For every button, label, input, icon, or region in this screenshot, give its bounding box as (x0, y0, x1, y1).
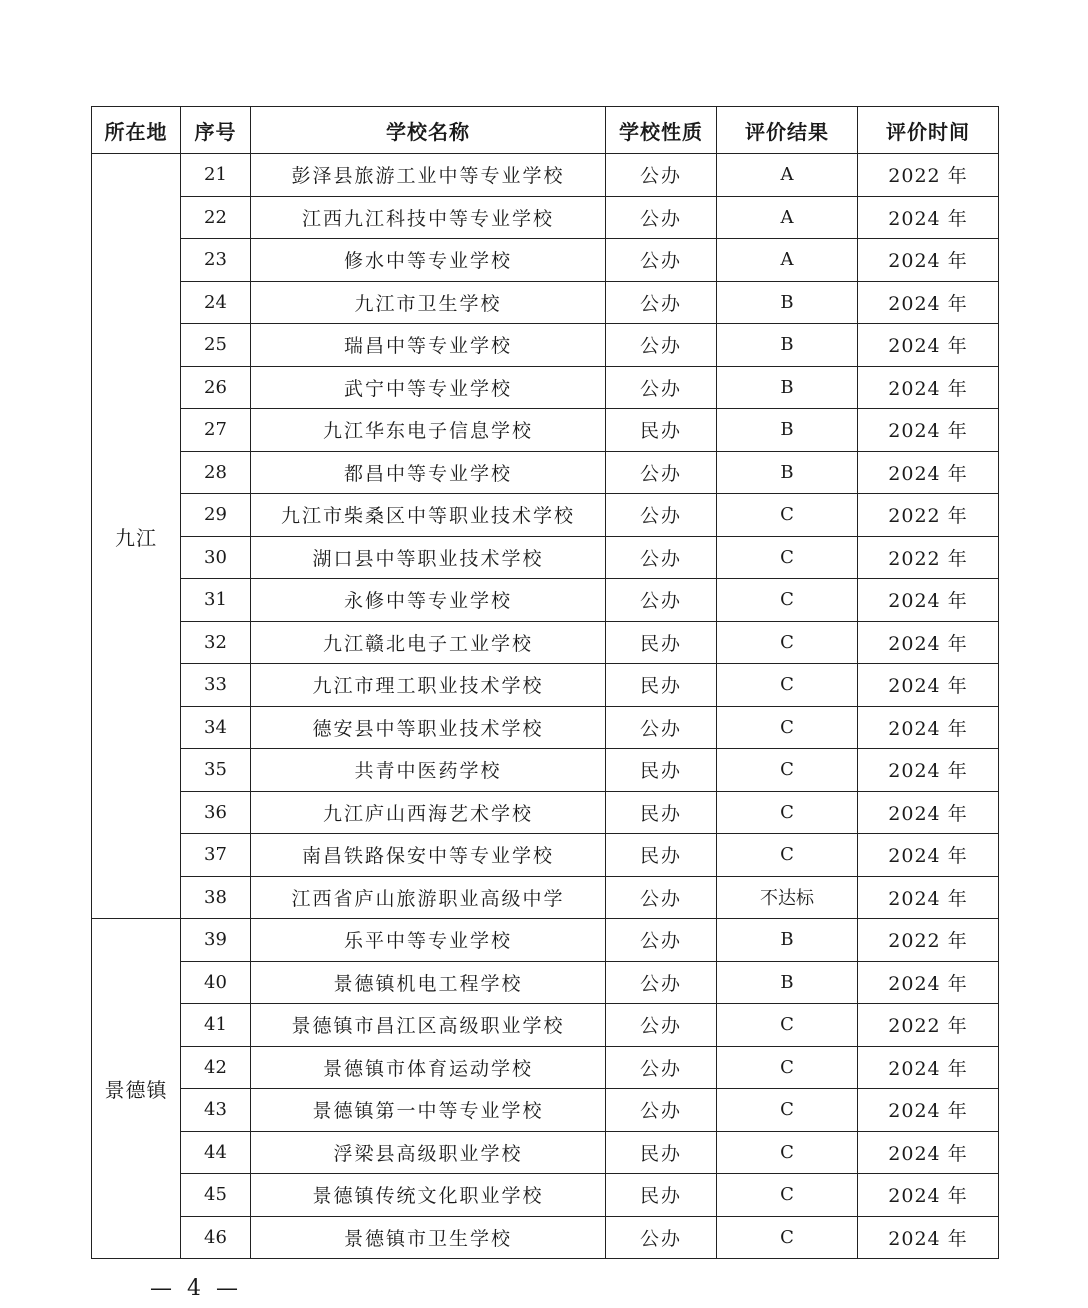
evaluation-time: 2024 年 (858, 1174, 999, 1217)
school-type: 公办 (606, 536, 717, 579)
evaluation-result: C (717, 579, 858, 622)
table-row (92, 196, 999, 239)
evaluation-time: 2024 年 (858, 664, 999, 707)
row-number: 41 (181, 1004, 251, 1047)
school-name: 湖口县中等职业技术学校 (251, 536, 606, 579)
table-row (92, 239, 999, 282)
school-type: 民办 (606, 1174, 717, 1217)
evaluation-time: 2024 年 (858, 876, 999, 919)
row-number: 30 (181, 536, 251, 579)
table-row (92, 706, 999, 749)
evaluation-time: 2024 年 (858, 409, 999, 452)
row-number: 21 (181, 154, 251, 197)
row-number: 26 (181, 366, 251, 409)
evaluation-time: 2022 年 (858, 536, 999, 579)
evaluation-result: C (717, 749, 858, 792)
evaluation-result: B (717, 409, 858, 452)
evaluation-result: 不达标 (717, 876, 858, 919)
table-row (92, 451, 999, 494)
school-name: 景德镇第一中等专业学校 (251, 1089, 606, 1132)
row-number: 37 (181, 834, 251, 877)
evaluation-time: 2022 年 (858, 154, 999, 197)
school-name: 九江庐山西海艺术学校 (251, 791, 606, 834)
row-number: 22 (181, 196, 251, 239)
row-number: 23 (181, 239, 251, 282)
school-name: 九江华东电子信息学校 (251, 409, 606, 452)
school-type: 公办 (606, 281, 717, 324)
school-type: 公办 (606, 1089, 717, 1132)
school-type: 公办 (606, 196, 717, 239)
header-school-type: 学校性质 (606, 107, 717, 154)
evaluation-result: C (717, 1046, 858, 1089)
row-number: 29 (181, 494, 251, 537)
evaluation-time: 2024 年 (858, 1089, 999, 1132)
evaluation-time: 2024 年 (858, 621, 999, 664)
school-name: 景德镇市体育运动学校 (251, 1046, 606, 1089)
evaluation-result: C (717, 1174, 858, 1217)
evaluation-result: C (717, 1131, 858, 1174)
evaluation-result: B (717, 451, 858, 494)
evaluation-time: 2024 年 (858, 1046, 999, 1089)
school-type: 公办 (606, 706, 717, 749)
table-header-row (92, 107, 999, 154)
row-number: 40 (181, 961, 251, 1004)
school-type: 公办 (606, 961, 717, 1004)
table-body (92, 154, 999, 1259)
evaluation-time: 2024 年 (858, 1216, 999, 1259)
evaluation-time: 2024 年 (858, 961, 999, 1004)
page-number: — 4 — (150, 1276, 242, 1301)
table-row (92, 1216, 999, 1259)
table-row (92, 281, 999, 324)
evaluation-time: 2024 年 (858, 834, 999, 877)
school-name: 德安县中等职业技术学校 (251, 706, 606, 749)
table-row (92, 494, 999, 537)
row-number: 45 (181, 1174, 251, 1217)
school-type: 公办 (606, 919, 717, 962)
evaluation-time: 2022 年 (858, 919, 999, 962)
school-type: 民办 (606, 1131, 717, 1174)
school-type: 民办 (606, 409, 717, 452)
table-row (92, 366, 999, 409)
evaluation-result: B (717, 324, 858, 367)
school-name: 南昌铁路保安中等专业学校 (251, 834, 606, 877)
school-name: 九江市卫生学校 (251, 281, 606, 324)
evaluation-result: C (717, 494, 858, 537)
header-location: 所在地 (92, 107, 181, 154)
school-type: 民办 (606, 791, 717, 834)
school-type: 公办 (606, 876, 717, 919)
school-name: 景德镇机电工程学校 (251, 961, 606, 1004)
evaluation-time: 2024 年 (858, 791, 999, 834)
row-number: 28 (181, 451, 251, 494)
evaluation-time: 2024 年 (858, 1131, 999, 1174)
school-name: 彭泽县旅游工业中等专业学校 (251, 154, 606, 197)
row-number: 27 (181, 409, 251, 452)
row-number: 34 (181, 706, 251, 749)
evaluation-result: B (717, 919, 858, 962)
evaluation-time: 2024 年 (858, 281, 999, 324)
evaluation-result: B (717, 961, 858, 1004)
school-name: 武宁中等专业学校 (251, 366, 606, 409)
school-name: 景德镇传统文化职业学校 (251, 1174, 606, 1217)
row-number: 24 (181, 281, 251, 324)
school-name: 修水中等专业学校 (251, 239, 606, 282)
table-row (92, 664, 999, 707)
school-type: 民办 (606, 834, 717, 877)
evaluation-result: C (717, 706, 858, 749)
evaluation-result: C (717, 536, 858, 579)
evaluation-result: C (717, 664, 858, 707)
evaluation-time: 2024 年 (858, 706, 999, 749)
evaluation-result: B (717, 281, 858, 324)
school-type: 公办 (606, 324, 717, 367)
row-number: 38 (181, 876, 251, 919)
table-row (92, 1131, 999, 1174)
evaluation-time: 2022 年 (858, 1004, 999, 1047)
school-name: 浮梁县高级职业学校 (251, 1131, 606, 1174)
table-row (92, 834, 999, 877)
evaluation-result: C (717, 1089, 858, 1132)
evaluation-time: 2024 年 (858, 366, 999, 409)
table-row (92, 1174, 999, 1217)
table-row (92, 919, 999, 962)
school-name: 瑞昌中等专业学校 (251, 324, 606, 367)
evaluation-time: 2022 年 (858, 494, 999, 537)
table-row (92, 536, 999, 579)
region-cell: 景德镇 (92, 919, 181, 1259)
table-row (92, 621, 999, 664)
row-number: 46 (181, 1216, 251, 1259)
evaluation-time: 2024 年 (858, 324, 999, 367)
school-name: 景德镇市卫生学校 (251, 1216, 606, 1259)
evaluation-result: A (717, 154, 858, 197)
table-row (92, 324, 999, 367)
row-number: 44 (181, 1131, 251, 1174)
school-type: 民办 (606, 664, 717, 707)
evaluation-result: C (717, 791, 858, 834)
header-school-name: 学校名称 (251, 107, 606, 154)
header-time: 评价时间 (858, 107, 999, 154)
table-row (92, 876, 999, 919)
header-number: 序号 (181, 107, 251, 154)
table-row (92, 791, 999, 834)
table-row (92, 749, 999, 792)
table-row (92, 409, 999, 452)
school-name: 共青中医药学校 (251, 749, 606, 792)
evaluation-result: B (717, 366, 858, 409)
evaluation-result: C (717, 1216, 858, 1259)
school-name: 九江市理工职业技术学校 (251, 664, 606, 707)
row-number: 35 (181, 749, 251, 792)
school-name: 江西九江科技中等专业学校 (251, 196, 606, 239)
school-type: 公办 (606, 494, 717, 537)
school-type: 民办 (606, 749, 717, 792)
school-type: 公办 (606, 1216, 717, 1259)
school-type: 公办 (606, 239, 717, 282)
row-number: 39 (181, 919, 251, 962)
school-type: 公办 (606, 451, 717, 494)
table-row (92, 1089, 999, 1132)
school-name: 江西省庐山旅游职业高级中学 (251, 876, 606, 919)
table-row (92, 1004, 999, 1047)
evaluation-result: C (717, 834, 858, 877)
school-type: 公办 (606, 1004, 717, 1047)
school-name: 九江赣北电子工业学校 (251, 621, 606, 664)
school-name: 都昌中等专业学校 (251, 451, 606, 494)
row-number: 36 (181, 791, 251, 834)
evaluation-time: 2024 年 (858, 749, 999, 792)
table-row (92, 961, 999, 1004)
evaluation-result: A (717, 239, 858, 282)
header-result: 评价结果 (717, 107, 858, 154)
table-row (92, 579, 999, 622)
school-type: 民办 (606, 621, 717, 664)
row-number: 32 (181, 621, 251, 664)
row-number: 33 (181, 664, 251, 707)
row-number: 31 (181, 579, 251, 622)
school-type: 公办 (606, 579, 717, 622)
row-number: 25 (181, 324, 251, 367)
evaluation-time: 2024 年 (858, 239, 999, 282)
school-type: 公办 (606, 366, 717, 409)
row-number: 42 (181, 1046, 251, 1089)
school-type: 公办 (606, 1046, 717, 1089)
school-name: 乐平中等专业学校 (251, 919, 606, 962)
region-cell: 九江 (92, 154, 181, 919)
school-type: 公办 (606, 154, 717, 197)
evaluation-time: 2024 年 (858, 451, 999, 494)
table-row (92, 1046, 999, 1089)
evaluation-result: C (717, 1004, 858, 1047)
evaluation-result: A (717, 196, 858, 239)
school-name: 景德镇市昌江区高级职业学校 (251, 1004, 606, 1047)
school-evaluation-table (91, 106, 999, 1259)
row-number: 43 (181, 1089, 251, 1132)
evaluation-time: 2024 年 (858, 196, 999, 239)
evaluation-time: 2024 年 (858, 579, 999, 622)
evaluation-result: C (717, 621, 858, 664)
school-name: 九江市柴桑区中等职业技术学校 (251, 494, 606, 537)
table-row (92, 154, 999, 197)
school-name: 永修中等专业学校 (251, 579, 606, 622)
